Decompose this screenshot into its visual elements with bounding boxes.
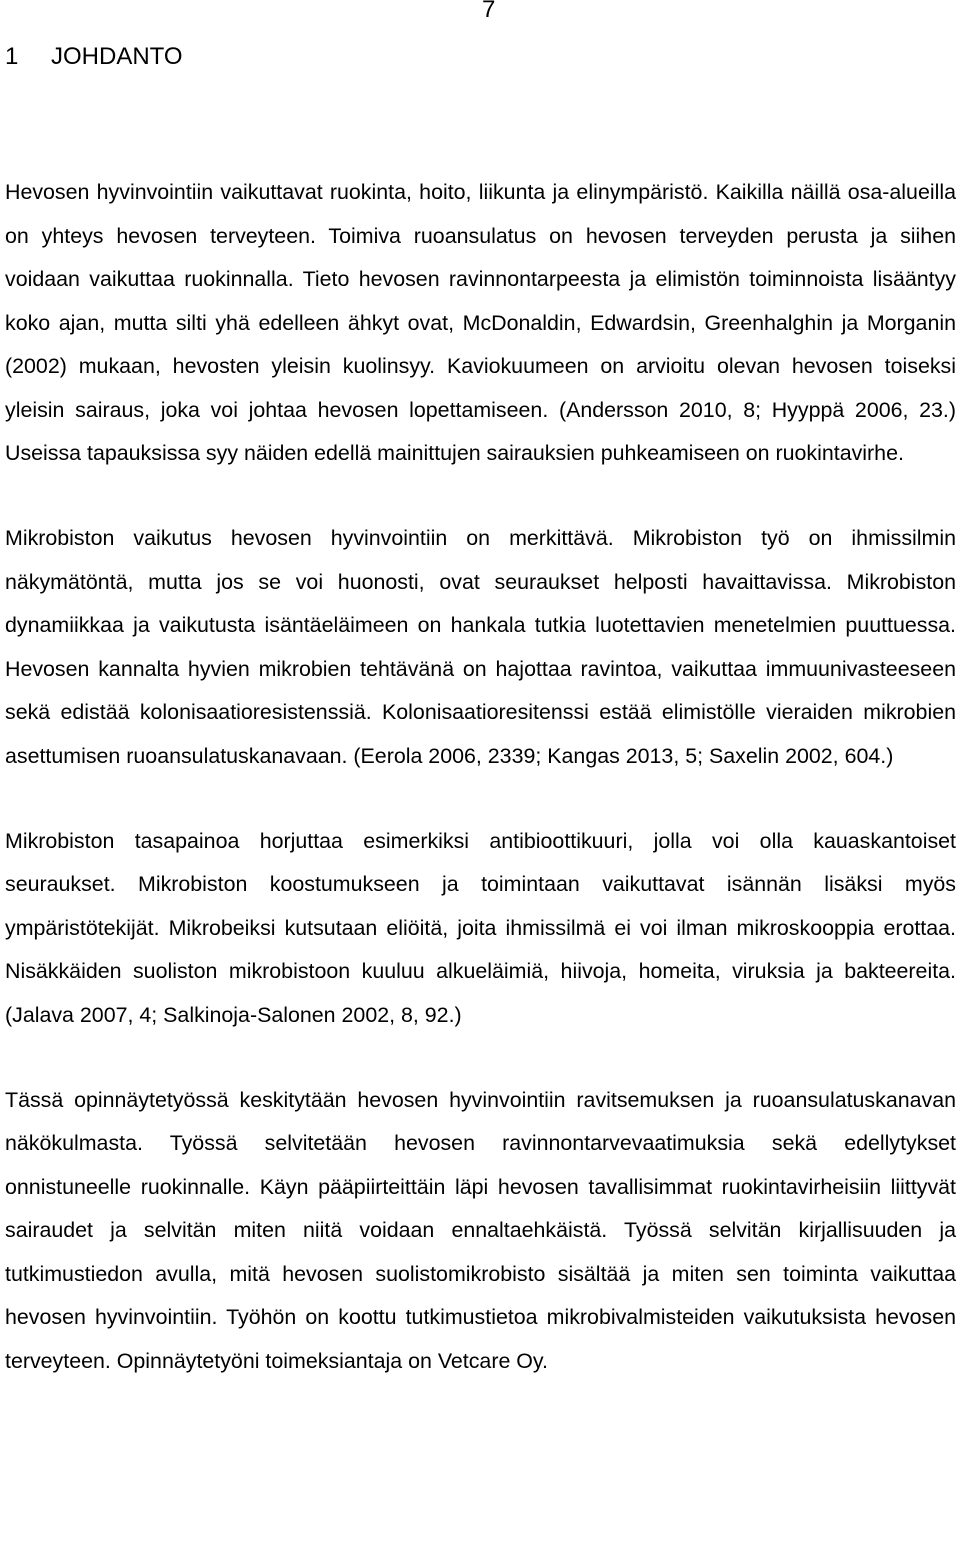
paragraph-microbiota-balance: Mikrobiston tasapainoa horjuttaa esimerkiksi antibioottikuuri, jolla voi olla kauaskantoiset seuraukset. Mikrobiston koostumukseen ja toimintaan vaikuttavat isännän lisäksi myös ympäristötekijät. Mikrobeiksi kutsutaan eliöitä, joita ihmissilmä ei voi ilman mikroskooppia erottaa. Nisäkkäiden suoliston mikrobistoon kuuluu alkueläimiä, hiivoja, homeita, viruksia ja bakteereita. (Jalava 2007, 4; Salkinoja-Salonen 2002, 8, 92.) (5, 828, 956, 1027)
body-text (5, 171, 956, 1425)
chapter-heading (5, 42, 183, 72)
page-number: 7 (482, 0, 496, 23)
paragraph-introduction: Hevosen hyvinvointiin vaikuttavat ruokinta, hoito, liikunta ja elinympäristö. Kaikilla näillä osa-alueilla on yhteys hevosen terveyteen. Toimiva ruoansulatus on hevosen terveyden perusta ja siihen voidaan vaikuttaa ruokinnalla. Tieto hevosen ravinnontarpeesta ja elimistön toiminnoista lisääntyy koko ajan, mutta silti yhä edelleen ähkyt ovat, McDonaldin, Edwardsin, Greenhalghin ja Morganin (2002) mukaan, hevosten yleisin kuolinsyy. Kaviokuumeen on arvioitu olevan hevosen toiseksi yleisin sairaus, joka voi johtaa hevosen lopettamiseen. (Andersson 2010, 8; Hyyppä 2006, 23.) Useissa tapauksissa syy näiden edellä mainittujen sairauksien puhkeamiseen on ruokintavirhe. (5, 180, 956, 465)
chapter-number: 1 (5, 43, 19, 70)
paragraph-thesis-scope: Tässä opinnäytetyössä keskitytään hevosen hyvinvointiin ravitsemuksen ja ruoansulatuskanavan näkökulmasta. Työssä selvitetään hevosen ravinnontarvevaatimuksia sekä edellytykset onnistuneelle ruokinnalle. Käyn pääpiirteittäin läpi hevosen tavallisimmat ruokintavirheisiin liittyvät sairaudet ja selvitän miten niitä voidaan ennaltaehkäistä. Työssä selvitän kirjallisuuden ja tutkimustiedon avulla, mitä hevosen suolistomikrobisto sisältää ja miten sen toiminta vaikuttaa hevosen hyvinvointiin. Työhön on koottu tutkimustietoa mikrobivalmisteiden vaikutuksista hevosen terveyteen. Opinnäytetyöni toimeksiantaja on Vetcare Oy. (5, 1087, 956, 1373)
chapter-title: JOHDANTO (51, 43, 183, 70)
paragraph-microbiota-impact: Mikrobiston vaikutus hevosen hyvinvointiin on merkittävä. Mikrobiston työ on ihmissilmin näkymätöntä, mutta jos se voi huonosti, ovat seuraukset helposti havaittavissa. Mikrobiston dynamiikkaa ja vaikutusta isäntäeläimeen on hankala tutkia luotettavien menetelmien puuttuessa. Hevosen kannalta hyvien mikrobien tehtävänä on hajottaa ravintoa, vaikuttaa immuunivasteeseen sekä edistää kolonisaatioresistenssiä. Kolonisaatioresitenssi estää elimistölle vieraiden mikrobien asettumisen ruoansulatuskanavaan. (Eerola 2006, 2339; Kangas 2013, 5; Saxelin 2002, 604.) (5, 526, 956, 768)
